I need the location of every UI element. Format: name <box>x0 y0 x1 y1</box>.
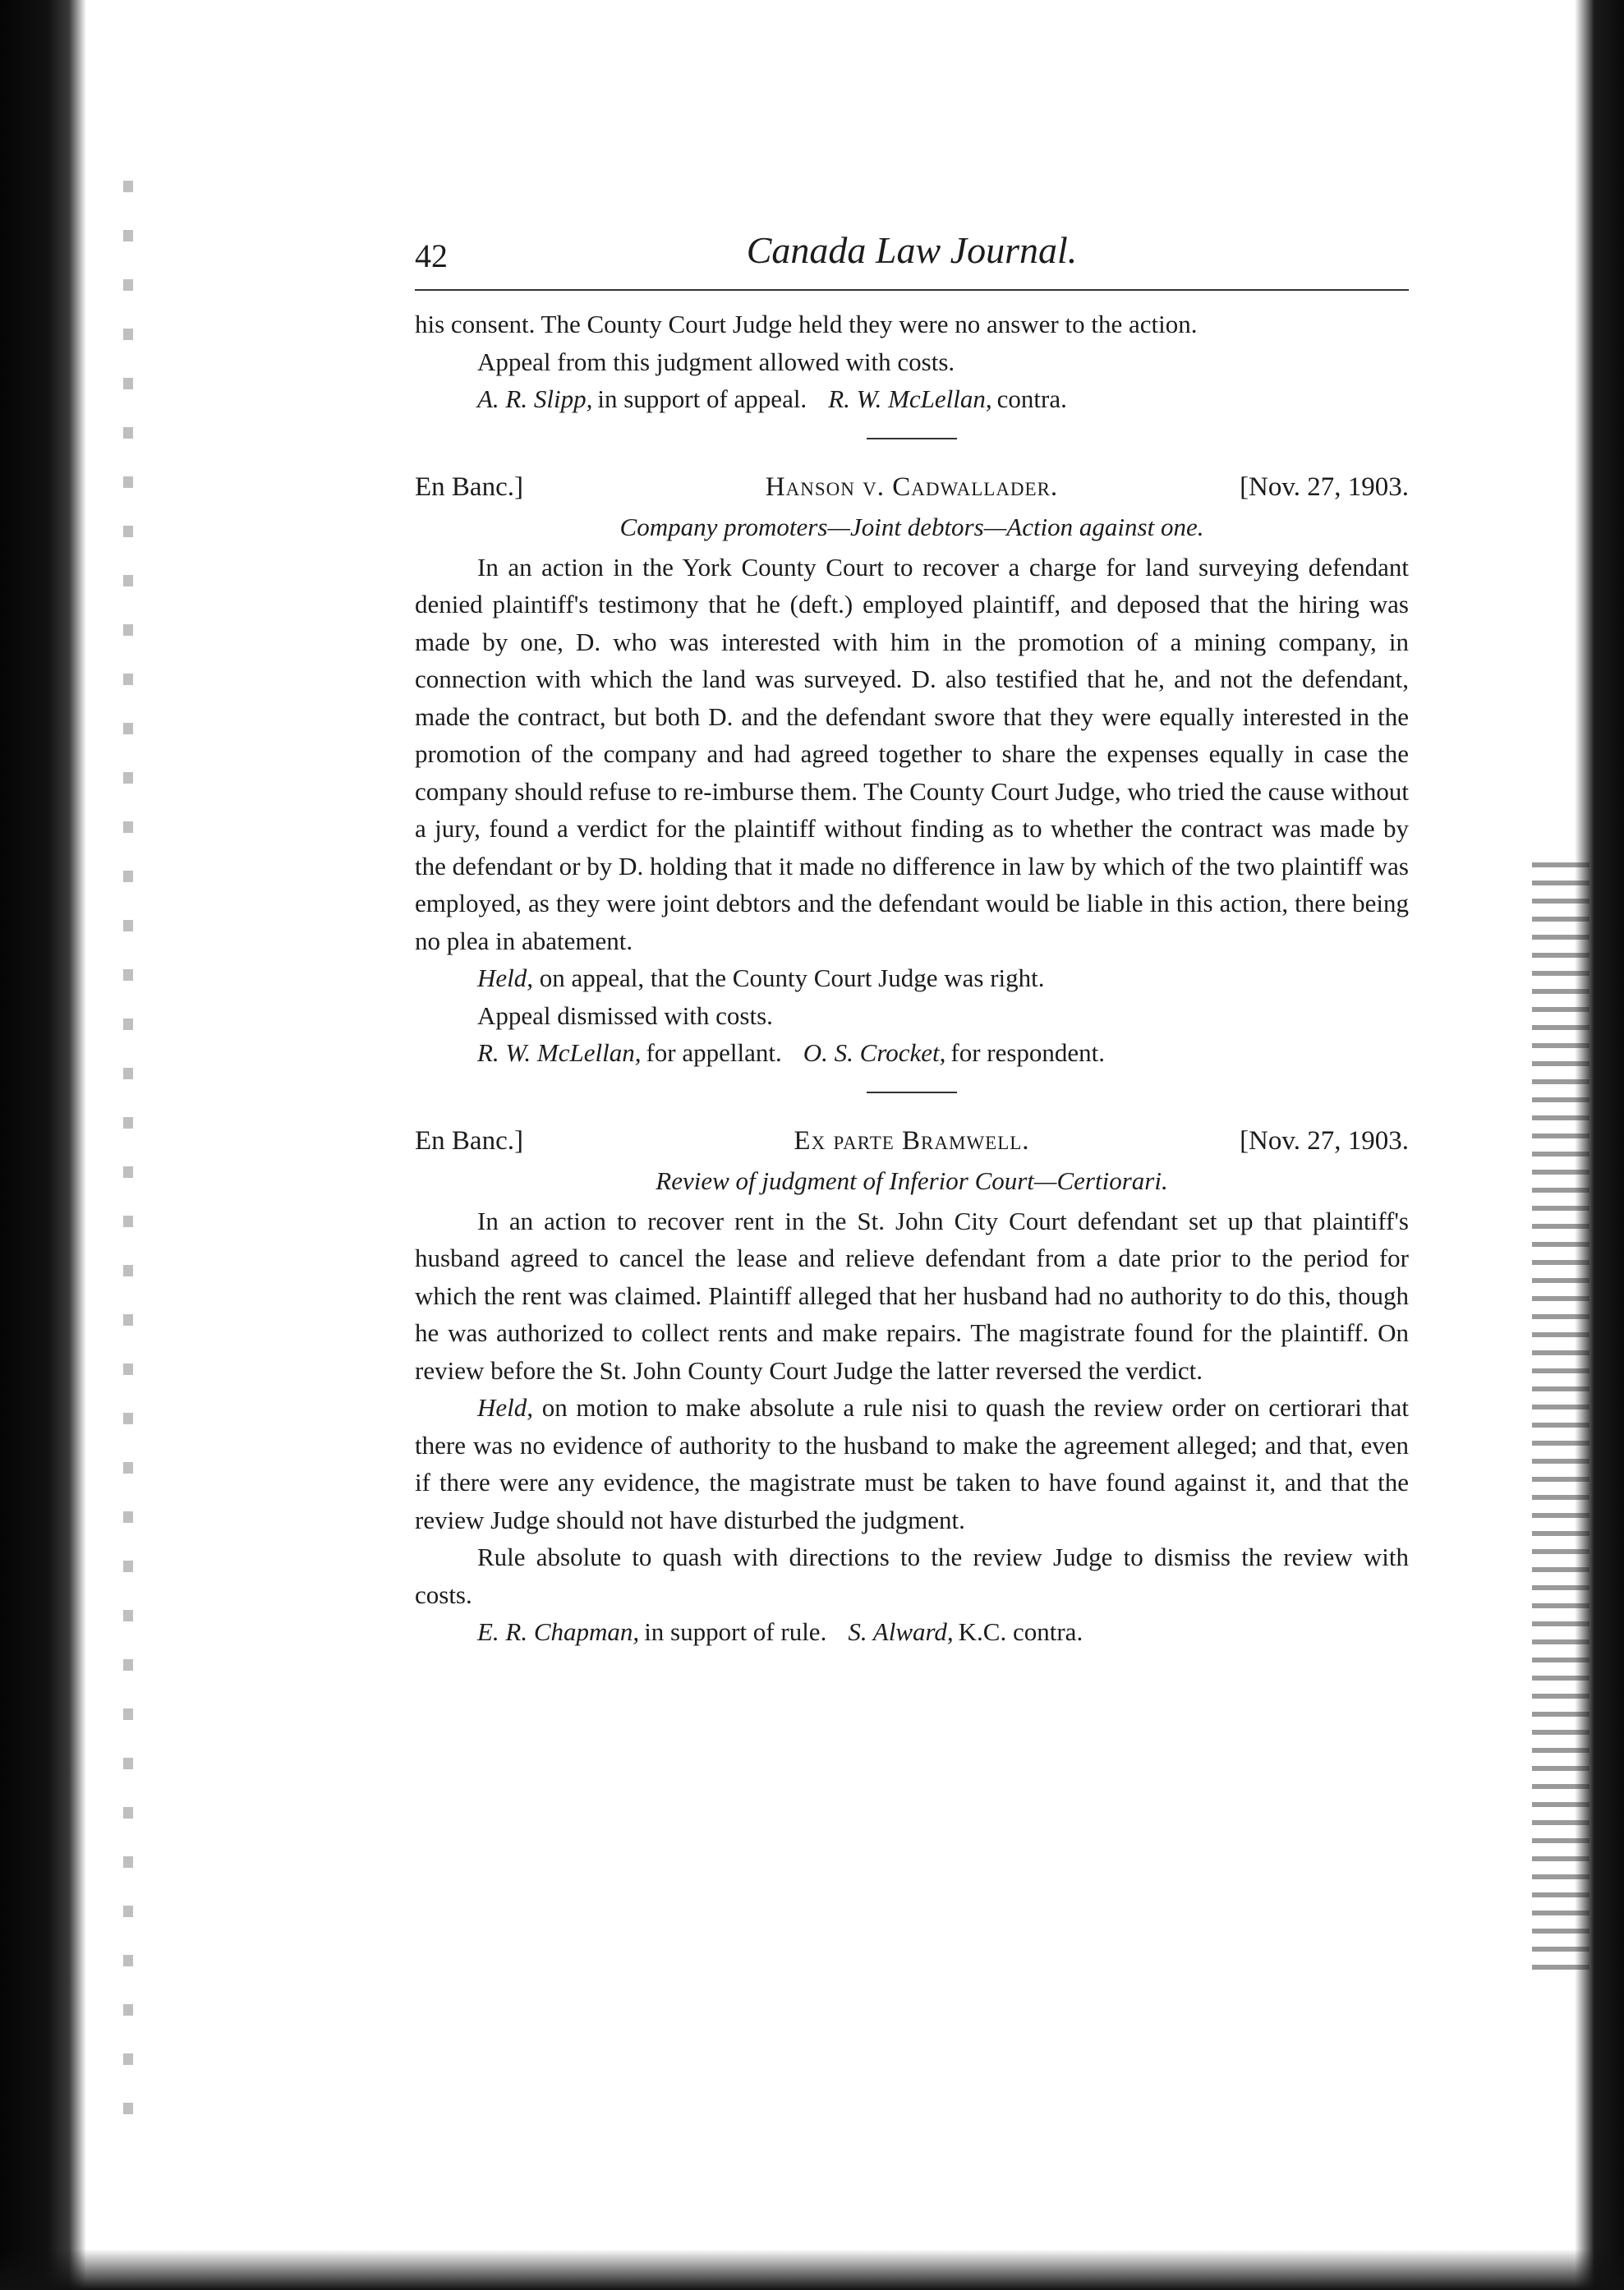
case-court: En Banc.] <box>415 1125 523 1156</box>
case-heading <box>415 1123 1409 1162</box>
case-name: Hanson v. Cadwallader. <box>765 471 1059 502</box>
held-text: on appeal, that the County Court Judge was right. <box>539 963 1045 992</box>
section-divider <box>867 1092 957 1093</box>
section-divider <box>867 438 957 439</box>
case-date: [Nov. 27, 1903. <box>1240 471 1409 502</box>
counsel-against-role: for respondent. <box>950 1038 1106 1067</box>
scan-shadow-left <box>0 0 86 2290</box>
case-subject: Company promoters—Joint debtors—Action against one. <box>619 512 1204 541</box>
case-disposition: Rule absolute to quash with directions to the review Judge to dismiss the review with costs. <box>415 1543 1409 1609</box>
counsel-for-name: E. R. Chapman, <box>477 1617 640 1646</box>
case-court: En Banc.] <box>415 471 523 502</box>
case-held <box>415 959 1409 997</box>
counsel-for-role: in support of appeal. <box>597 384 807 413</box>
carryover-section <box>415 306 1409 418</box>
case-counsel <box>415 1613 1409 1651</box>
running-title: Canada Law Journal. <box>746 229 1078 271</box>
case-counsel <box>415 1034 1409 1072</box>
case-name: Ex parte Bramwell. <box>794 1125 1030 1156</box>
header-rule <box>415 289 1409 291</box>
scan-streak-left <box>123 181 133 2152</box>
case-hanson-v-cadwallader <box>415 469 1409 1072</box>
carryover-counsel <box>415 380 1409 418</box>
case-heading <box>415 469 1409 508</box>
scan-shadow-bottom <box>0 2249 1624 2290</box>
counsel-against-name: R. W. McLellan, <box>828 384 992 413</box>
held-label: Held, <box>477 963 534 992</box>
page-header <box>415 228 1409 283</box>
counsel-against-name: O. S. Crocket, <box>803 1038 946 1067</box>
case-held <box>415 1389 1409 1538</box>
counsel-for-role: for appellant. <box>646 1038 782 1067</box>
journal-page <box>415 228 1409 1651</box>
counsel-against-role: K.C. contra. <box>958 1617 1083 1646</box>
carryover-paragraph: his consent. The County Court Judge held they were no answer to the action. <box>415 310 1198 338</box>
held-text: on motion to make absolute a rule nisi to quash the review order on certiorari that there was no evidence of authority to the husband to make the agreement alleged; and that, even if there were any evidence, the magistrate must be taken to have found against it, and that the review Judge should not have disturbed the judgment. <box>415 1393 1409 1534</box>
page-number: 42 <box>415 237 448 274</box>
scan-speckle-right <box>1532 862 1589 1971</box>
counsel-for-name: R. W. McLellan, <box>477 1038 642 1067</box>
counsel-for-name: A. R. Slipp, <box>477 384 593 413</box>
case-facts: In an action in the York County Court to recover a charge for land surveying defendant denied plaintiff's testimony that he (deft.) employed plaintiff, and deposed that the hiring was made by one, D. who was interested with him in the promotion of a mining company, in connection with which the land was surveyed. D. also testified that he, and not the defendant, made the contract, but both D. and the defendant swore that they were equally interested in the promotion of the company and had agreed together to share the expenses equally in case the company should refuse to re-imburse them. The County Court Judge, who tried the cause without a jury, found a verdict for the plaintiff without finding as to whether the contract was made by the defendant or by D. holding that it made no difference in law by which of the two plaintiff was employed, as they were joint debtors and the defendant would be liable in this action, there being no plea in abatement. <box>415 552 1409 955</box>
counsel-for-role: in support of rule. <box>644 1617 827 1646</box>
held-label: Held, <box>477 1393 534 1422</box>
case-facts: In an action to recover rent in the St. John City Court defendant set up that plaintiff's husband agreed to cancel the lease and relieve defendant from a date prior to the period for which the rent was claimed. Plaintiff alleged that her husband had no authority to do this, though he was authorized to collect rents and make repairs. The magistrate found for the plaintiff. On review before the St. John County Court Judge the latter reversed the verdict. <box>415 1206 1409 1385</box>
case-subject: Review of judgment of Inferior Court—Certiorari. <box>656 1166 1168 1195</box>
counsel-against-role: contra. <box>996 384 1067 413</box>
case-ex-parte-bramwell <box>415 1123 1409 1651</box>
case-date: [Nov. 27, 1903. <box>1240 1125 1409 1156</box>
case-disposition: Appeal dismissed with costs. <box>477 1000 773 1030</box>
counsel-against-name: S. Alward, <box>848 1617 954 1646</box>
carryover-disposition: Appeal from this judgment allowed with costs. <box>477 347 955 376</box>
